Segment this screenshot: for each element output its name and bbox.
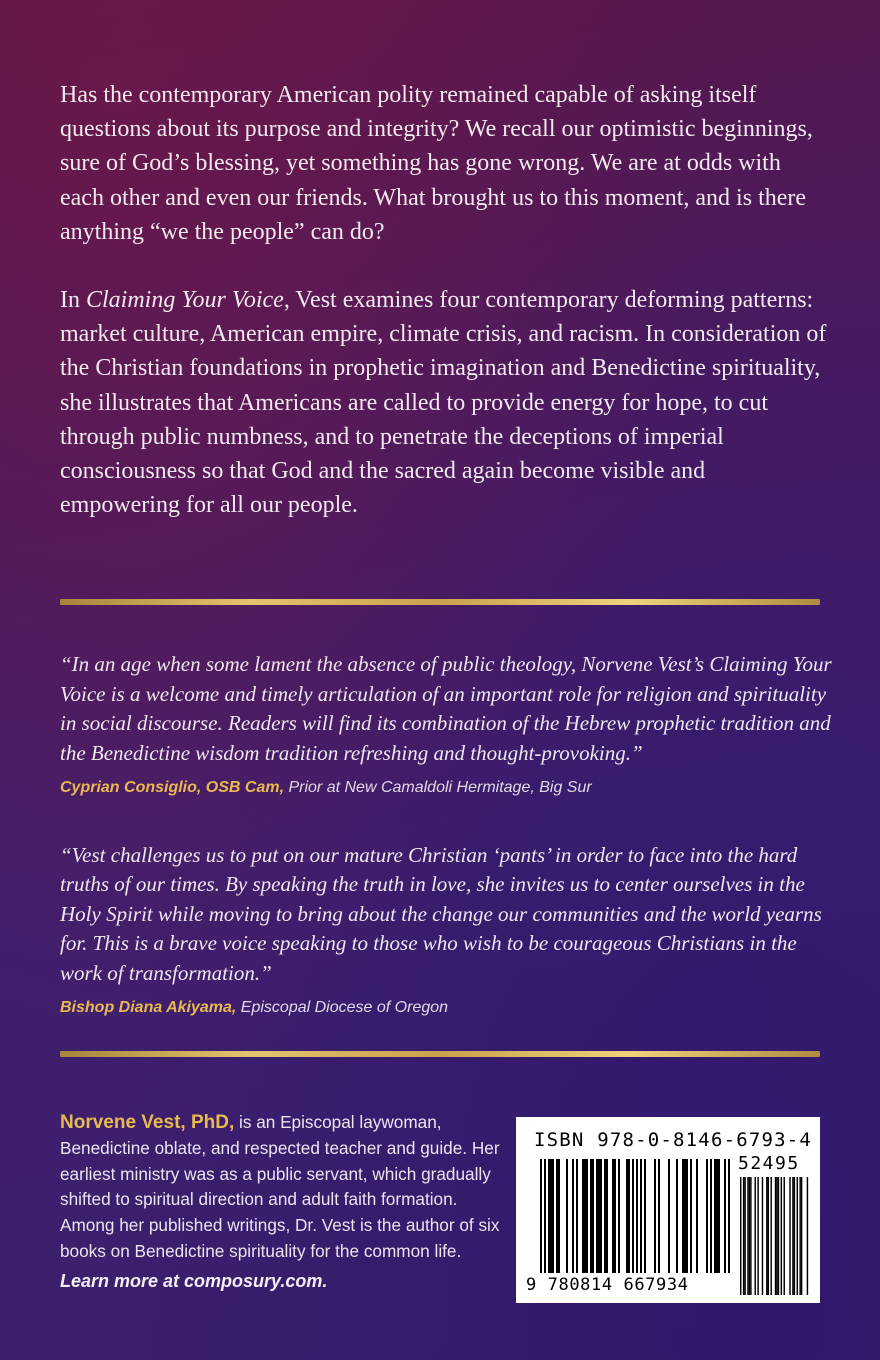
barcode-bar xyxy=(584,1159,586,1273)
endorsement-text: “In an age when some lament the absence of public theology, Norvene Vest’s Claiming Your Voice is a welcome and timely articulation of an important role for religion and spirituality in social discourse. Readers will find its combination of the Hebrew prophetic tradition and the Benedictine wisdom tradition refreshing and thought-provoking.” xyxy=(60,652,832,765)
book-title-inline: Claiming Your Voice xyxy=(86,287,284,314)
bio-body: is an Episcopal laywoman, Benedictine oblate, and respected teacher and guide. Her earliest ministry was as a public servant, which gradually shifted to spiritual direction and adult faith formation. Among her published writings, Dr. Vest is the author of six books on Benedictine spirituality for the common life. xyxy=(60,1112,500,1261)
addon-bar xyxy=(807,1177,808,1295)
endorser-affiliation: Episcopal Diocese of Oregon xyxy=(236,999,449,1016)
endorser-name: Bishop Diana Akiyama, xyxy=(60,999,237,1016)
barcode-bar xyxy=(658,1159,660,1273)
endorsement-text: “Vest challenges us to put on our mature Christian ‘pants’ in order to face into the hard truths of our times. By speaking the truth in love, she invites us to center ourselves in the Holy Spirit while moving to bring about the change our communities and the world yearns for. This is a brave voice speaking to those who wish to be courageous Christians in the work of transformation.” xyxy=(60,842,822,985)
author-bio xyxy=(60,1110,510,1295)
barcode-bar xyxy=(550,1159,552,1273)
book-description xyxy=(60,78,830,522)
ean-digits: 9 780814 667934 xyxy=(526,1275,689,1295)
endorsement-1 xyxy=(60,650,835,803)
barcode-bar xyxy=(640,1159,642,1273)
barcode-bar xyxy=(544,1159,546,1273)
barcode-bar xyxy=(706,1159,708,1273)
author-name: Norvene Vest, PhD, xyxy=(60,1112,235,1133)
barcode-bar xyxy=(636,1159,638,1273)
price-code: 52495 xyxy=(738,1153,800,1174)
description-paragraph-2 xyxy=(60,283,830,522)
gold-divider-bottom xyxy=(60,1051,820,1057)
endorser-name: Cyprian Consiglio, OSB Cam, xyxy=(60,779,285,796)
barcode-bar xyxy=(724,1159,726,1273)
barcode-bar xyxy=(676,1159,678,1273)
addon-bar xyxy=(750,1177,751,1295)
barcode-bar xyxy=(552,1159,554,1273)
addon-bar xyxy=(747,1177,748,1295)
barcode-bar xyxy=(566,1159,568,1273)
gold-divider-top xyxy=(60,599,820,605)
barcode-bar xyxy=(592,1159,594,1273)
barcode-bar xyxy=(614,1159,616,1273)
addon-bar xyxy=(770,1177,771,1295)
barcode-bar xyxy=(572,1159,574,1273)
addon-bar xyxy=(781,1177,782,1295)
learn-more-link[interactable]: Learn more at composury.com. xyxy=(60,1270,328,1291)
barcode-bar xyxy=(684,1159,686,1273)
barcode-bar xyxy=(632,1159,634,1273)
barcode-bar xyxy=(548,1159,550,1273)
barcode-bar xyxy=(718,1159,720,1273)
addon-bar xyxy=(755,1177,756,1295)
description-prefix: In xyxy=(60,287,86,314)
isbn-label: ISBN 978-0-8146-6793-4 xyxy=(534,1129,813,1151)
addon-bar xyxy=(778,1177,779,1295)
addon-bar xyxy=(757,1177,758,1295)
barcode-bar xyxy=(586,1159,588,1273)
endorsements xyxy=(60,650,835,1023)
addon-bar xyxy=(775,1177,776,1295)
barcode-bar xyxy=(612,1159,614,1273)
addon-bar xyxy=(776,1177,777,1295)
barcode-bar xyxy=(576,1159,578,1273)
barcode-bar xyxy=(682,1159,684,1273)
barcode-bar xyxy=(654,1159,656,1273)
barcode-bar xyxy=(558,1159,560,1273)
addon-bar xyxy=(749,1177,750,1295)
barcode-bar xyxy=(598,1159,600,1273)
barcode-bar xyxy=(716,1159,718,1273)
endorsement-attribution xyxy=(60,773,835,803)
barcode-bar xyxy=(556,1159,558,1273)
addon-bar xyxy=(792,1177,793,1295)
addon-bar xyxy=(766,1177,767,1295)
addon-bar xyxy=(794,1177,795,1295)
addon-bar xyxy=(743,1177,744,1295)
barcode-bar xyxy=(626,1159,628,1273)
description-rest: , Vest examines four contemporary deforming patterns: market culture, American empire, climate crisis, and racism. In consideration of the Christian foundations in prophetic imagination and Benedictine spirituality, she illustrates that Americans are called to provide energy for hope, to cut through public numbness, and to penetrate the deceptions of imperial consciousness so that God and the sacred again become visible and empowering for all our people. xyxy=(60,287,827,519)
addon-bar xyxy=(784,1177,785,1295)
barcode-bar xyxy=(710,1159,712,1273)
barcode-bar xyxy=(668,1159,670,1273)
barcode-bar xyxy=(590,1159,592,1273)
description-paragraph-1: Has the contemporary American polity remained capable of asking itself questions about its purpose and integrity? We recall our optimistic beginnings, sure of God’s blessing, yet something has gone wrong. We are at odds with each other and even our friends. What brought us to this moment, and is there anything “we the people” can do? xyxy=(60,82,813,245)
barcode-bar xyxy=(686,1159,688,1273)
barcode-bar xyxy=(618,1159,620,1273)
barcode-bar xyxy=(728,1159,730,1273)
addon-bar xyxy=(799,1177,800,1295)
addon-bar xyxy=(744,1177,745,1295)
barcode-bar xyxy=(714,1159,716,1273)
barcode-bar xyxy=(644,1159,646,1273)
endorser-affiliation: Prior at New Camaldoli Hermitage, Big Sur xyxy=(284,779,592,796)
addon-bar xyxy=(801,1177,802,1295)
addon-bar xyxy=(740,1177,741,1295)
endorsement-2 xyxy=(60,841,835,1023)
addon-bar xyxy=(797,1177,798,1295)
addon-bar xyxy=(768,1177,769,1295)
addon-bar xyxy=(762,1177,763,1295)
barcode-bar xyxy=(606,1159,608,1273)
barcode-bar xyxy=(696,1159,698,1273)
endorsement-attribution xyxy=(60,993,835,1023)
barcode-bar xyxy=(600,1159,602,1273)
barcode-bar xyxy=(604,1159,606,1273)
barcode-bar xyxy=(628,1159,630,1273)
barcode-bar xyxy=(690,1159,692,1273)
bio-text xyxy=(60,1110,510,1265)
barcode-bar xyxy=(540,1159,542,1273)
addon-bar xyxy=(789,1177,790,1295)
barcode-bar xyxy=(582,1159,584,1273)
isbn-barcode xyxy=(516,1117,820,1303)
barcode-bar xyxy=(596,1159,598,1273)
